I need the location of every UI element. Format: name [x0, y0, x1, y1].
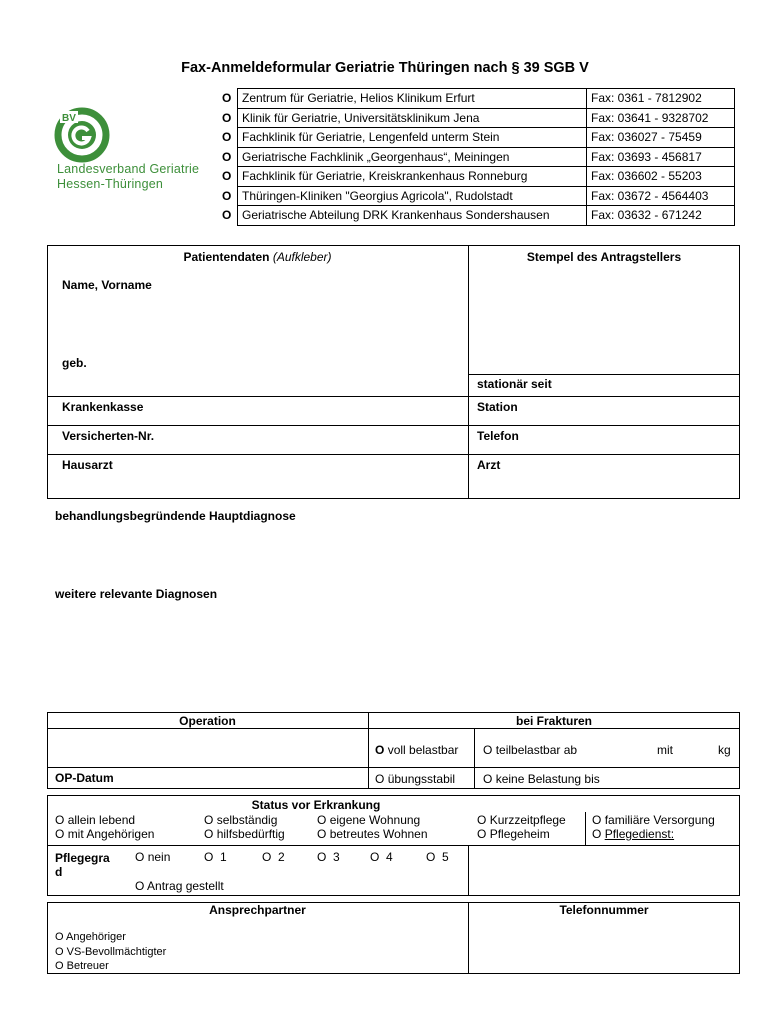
clinic-fax: Fax: 03693 - 456817 [587, 147, 735, 167]
checkbox-icon: O [375, 743, 385, 757]
clinic-row [222, 167, 735, 187]
clinic-checkbox[interactable]: O [222, 169, 232, 184]
pflegegrad-nein[interactable]: O nein [135, 850, 171, 864]
logo-text [57, 162, 199, 192]
clinic-name: Fachklinik für Geriatrie, Kreiskrankenhaus Ronneburg [238, 167, 587, 187]
status-col-5 [592, 813, 715, 841]
pflegegrad-4[interactable]: O 4 [370, 850, 393, 864]
station-label: Station [477, 400, 518, 414]
clinic-fax: Fax: 03641 - 9328702 [587, 108, 735, 128]
clinic-row [222, 186, 735, 206]
krankenkasse-label: Krankenkasse [62, 400, 144, 414]
clinic-row [222, 206, 735, 226]
pflegegrad-3[interactable]: O 3 [317, 850, 340, 864]
option-familiaere-versorgung[interactable]: O familiäre Versorgung [592, 813, 715, 827]
form-title: Fax-Anmeldeformular Geriatrie Thüringen nach § 39 SGB V [181, 60, 589, 76]
patient-data-header: Patientendaten (Aufkleber) [183, 250, 332, 264]
clinic-row [222, 108, 735, 128]
mit-label: mit [657, 743, 673, 757]
telefon-label: Telefon [477, 429, 519, 443]
pflegegrad-2[interactable]: O 2 [262, 850, 285, 864]
option-teilbelastbar[interactable]: O teilbelastbar ab [483, 743, 578, 757]
clinic-fax: Fax: 03672 - 4564403 [587, 186, 735, 206]
option-hilfsbeduerftig[interactable]: O hilfsbedürftig [204, 827, 285, 841]
option-angehoeriger[interactable]: O Angehöriger [55, 931, 126, 943]
clinic-checkbox[interactable]: O [222, 91, 232, 106]
clinic-fax: Fax: 03632 - 671242 [587, 206, 735, 226]
clinic-name: Geriatrische Abteilung DRK Krankenhaus Sondershausen [238, 206, 587, 226]
clinic-name: Thüringen-Kliniken "Georgius Agricola", Rudolstadt [238, 186, 587, 206]
arzt-label: Arzt [477, 458, 501, 472]
option-mit-angehoerigen[interactable]: O mit Angehörigen [55, 827, 155, 841]
hausarzt-label: Hausarzt [62, 458, 113, 472]
clinic-row [222, 128, 735, 148]
clinic-checkbox[interactable]: O [222, 130, 232, 145]
option-keine-belastung[interactable]: O keine Belastung bis [483, 772, 600, 786]
versicherten-label: Versicherten-Nr. [62, 429, 155, 443]
checkbox-icon: O [375, 772, 385, 786]
option-pflegeheim[interactable]: O Pflegeheim [477, 827, 550, 841]
clinic-checkbox[interactable]: O [222, 149, 232, 164]
further-diagnoses-label: weitere relevante Diagnosen [55, 587, 218, 601]
checkbox-icon: O [483, 772, 493, 786]
clinic-name: Geriatrische Fachklinik „Georgenhaus“, Meiningen [238, 147, 587, 167]
clinic-row [222, 89, 735, 109]
status-header: Status vor Erkrankung [251, 798, 381, 812]
stationaer-label: stationär seit [477, 377, 552, 391]
option-pflegedienst[interactable]: O Pflegedienst: [592, 827, 675, 841]
option-betreutes-wohnen[interactable]: O betreutes Wohnen [317, 827, 428, 841]
clinic-name: Klinik für Geriatrie, Universitätsklinikum Jena [238, 108, 587, 128]
clinic-checkbox[interactable]: O [222, 110, 232, 125]
clinic-checkbox[interactable]: O [222, 208, 232, 223]
clinic-list [222, 88, 735, 226]
option-uebungsstabil[interactable]: O übungsstabil [375, 772, 456, 786]
clinic-row [222, 147, 735, 167]
clinic-name: Zentrum für Geriatrie, Helios Klinikum Erfurt [238, 89, 587, 109]
logo-letters: BV [62, 113, 76, 124]
pflegegrad-5[interactable]: O 5 [426, 850, 449, 864]
clinic-fax: Fax: 036027 - 75459 [587, 128, 735, 148]
main-diagnosis-label: behandlungsbegründende Hauptdiagnose [55, 509, 296, 523]
option-vs-bevollmaechtigter[interactable]: O VS-Bevollmächtigter [55, 945, 167, 958]
geb-label: geb. [62, 356, 87, 370]
landesverband-logo-icon [52, 105, 112, 165]
contact-header: Ansprechpartner [209, 903, 306, 917]
op-datum-label: OP-Datum [55, 771, 114, 785]
phone-header: Telefonnummer [559, 903, 649, 917]
pflegegrad-label: Pflegegra d [55, 851, 110, 879]
contact-options [55, 930, 166, 974]
checkbox-icon: O [483, 743, 493, 757]
kg-label: kg [718, 743, 731, 757]
status-col-2 [204, 813, 285, 841]
option-selbstaendig[interactable]: O selbständig [204, 813, 278, 827]
logo-line-2: Hessen-Thüringen [57, 177, 164, 191]
clinic-name: Fachklinik für Geriatrie, Lengenfeld unterm Stein [238, 128, 587, 148]
status-col-3 [317, 813, 428, 841]
operation-header: Operation [179, 714, 236, 728]
option-eigene-wohnung[interactable]: O eigene Wohnung [317, 813, 421, 827]
option-kurzzeitpflege[interactable]: O Kurzzeitpflege [477, 813, 566, 827]
clinic-checkbox[interactable]: O [222, 188, 232, 203]
clinic-fax: Fax: 0361 - 7812902 [587, 89, 735, 109]
pflegegrad-1[interactable]: O 1 [204, 850, 227, 864]
option-voll-belastbar[interactable]: O voll belastbar [375, 743, 459, 757]
status-col-4 [477, 813, 566, 841]
option-allein-lebend[interactable]: O allein lebend [55, 813, 136, 827]
option-betreuer[interactable]: O Betreuer [55, 960, 109, 972]
option-antrag-gestellt[interactable]: O Antrag gestellt [135, 879, 224, 893]
logo-line-1: Landesverband Geriatrie [57, 162, 200, 176]
clinic-fax: Fax: 036602 - 55203 [587, 167, 735, 187]
status-col-1 [55, 813, 154, 841]
stamp-header: Stempel des Antragstellers [526, 250, 682, 264]
fracture-header: bei Frakturen [515, 714, 593, 728]
name-label: Name, Vorname [62, 278, 152, 292]
